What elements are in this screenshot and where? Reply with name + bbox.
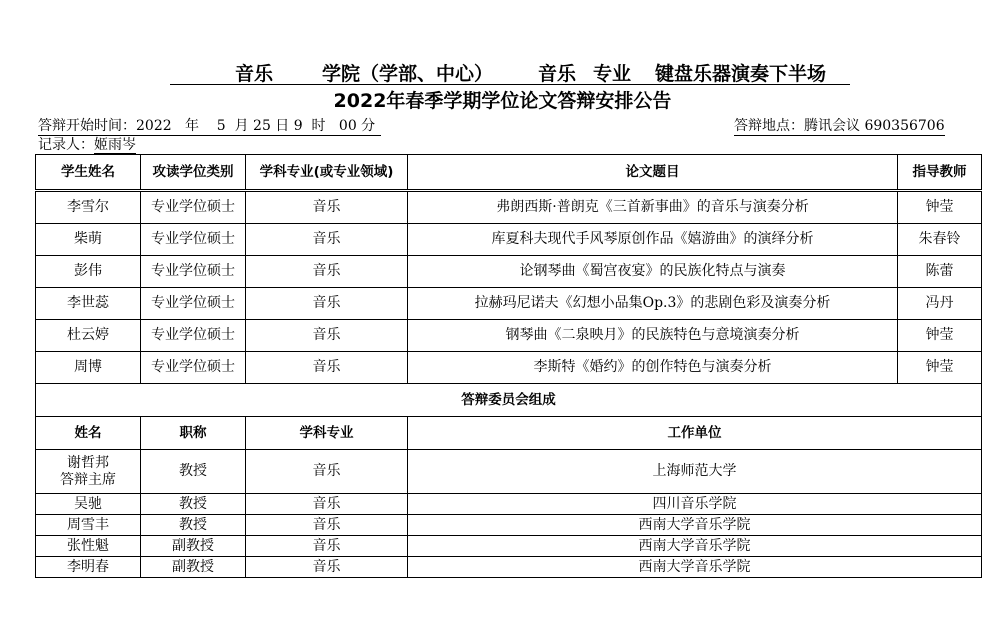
- thesis-title: 库夏科夫现代手风琴原创作品《嬉游曲》的演绎分析: [408, 224, 898, 256]
- advisor: 冯丹: [898, 288, 982, 320]
- committee-section-title: 答辩委员会组成: [36, 384, 982, 417]
- recorder-label: 记录人：: [38, 137, 94, 153]
- member-major: 音乐: [246, 557, 408, 578]
- chair-name-cell: [36, 450, 141, 494]
- school-name: 音乐: [235, 63, 274, 85]
- thesis-title: 弗朗西斯·普朗克《三首新事曲》的音乐与演奏分析: [408, 191, 898, 224]
- table-row: [36, 256, 982, 288]
- header-major: 学科专业(或专业领域): [246, 155, 408, 191]
- member-major: 音乐: [246, 494, 408, 515]
- student-name: 李世蕊: [36, 288, 141, 320]
- college-name: 学院（学部、中心）: [322, 63, 494, 85]
- student-name: 彭伟: [36, 256, 141, 288]
- degree-type: 专业学位硕士: [141, 191, 246, 224]
- member-name: 张性魁: [36, 536, 141, 557]
- thesis-title: 论钢琴曲《蜀宫夜宴》的民族化特点与演奏: [408, 256, 898, 288]
- advisor: 陈蕾: [898, 256, 982, 288]
- degree-type: 专业学位硕士: [141, 224, 246, 256]
- defense-place: 答辩地点：腾讯会议 690356706: [734, 115, 945, 136]
- member-major: 音乐: [246, 450, 408, 494]
- student-major: 音乐: [246, 352, 408, 384]
- committee-row: [36, 536, 982, 557]
- member-unit: 西南大学音乐学院: [408, 557, 982, 578]
- defense-schedule-table: [35, 154, 982, 578]
- student-major: 音乐: [246, 320, 408, 352]
- student-major: 音乐: [246, 224, 408, 256]
- header-advisor: 指导教师: [898, 155, 982, 191]
- member-name: 李明春: [36, 557, 141, 578]
- header-thesis-title: 论文题目: [408, 155, 898, 191]
- member-unit: 上海师范大学: [408, 450, 982, 494]
- header-student-name: 学生姓名: [36, 155, 141, 191]
- major-name: 音乐: [538, 63, 577, 85]
- advisor: 朱春铃: [898, 224, 982, 256]
- table-row: [36, 191, 982, 224]
- member-title: 教授: [141, 515, 246, 536]
- student-header-row: [36, 155, 982, 191]
- table-row: [36, 224, 982, 256]
- major-label: 专业: [593, 63, 632, 85]
- header-member-name: 姓名: [36, 417, 141, 450]
- committee-section-row: [36, 384, 982, 417]
- advisor: 钟莹: [898, 320, 982, 352]
- member-title: 教授: [141, 450, 246, 494]
- committee-row: [36, 515, 982, 536]
- member-title: 副教授: [141, 557, 246, 578]
- header-member-unit: 工作单位: [408, 417, 982, 450]
- header-member-major: 学科专业: [246, 417, 408, 450]
- student-name: 杜云婷: [36, 320, 141, 352]
- member-unit: 四川音乐学院: [408, 494, 982, 515]
- recorder-name: 姬雨岑: [94, 137, 136, 153]
- member-name: 周雪丰: [36, 515, 141, 536]
- committee-header-row: [36, 417, 982, 450]
- committee-row: [36, 557, 982, 578]
- recorder: [38, 134, 136, 154]
- table-row: [36, 288, 982, 320]
- student-name: 柴萌: [36, 224, 141, 256]
- header-member-title: 职称: [141, 417, 246, 450]
- chair-name: 谢哲邦: [67, 454, 109, 471]
- degree-type: 专业学位硕士: [141, 256, 246, 288]
- member-unit: 西南大学音乐学院: [408, 536, 982, 557]
- table-row: [36, 352, 982, 384]
- member-major: 音乐: [246, 536, 408, 557]
- committee-chair-row: [36, 450, 982, 494]
- degree-type: 专业学位硕士: [141, 352, 246, 384]
- degree-type: 专业学位硕士: [141, 320, 246, 352]
- committee-row: [36, 494, 982, 515]
- thesis-title: 钢琴曲《二泉映月》的民族特色与意境演奏分析: [408, 320, 898, 352]
- student-major: 音乐: [246, 288, 408, 320]
- table-row: [36, 320, 982, 352]
- defense-start-time: 答辩开始时间：2022 年 5 月 25 日 9 时 00 分: [38, 115, 381, 136]
- member-title: 副教授: [141, 536, 246, 557]
- member-major: 音乐: [246, 515, 408, 536]
- session-name: 键盘乐器演奏下半场: [655, 63, 827, 85]
- page-title: 2022年春季学期学位论文答辩安排公告: [333, 90, 672, 112]
- header-line-1: [170, 58, 850, 85]
- thesis-title: 拉赫玛尼诺夫《幻想小品集Op.3》的悲剧色彩及演奏分析: [408, 288, 898, 320]
- advisor: 钟莹: [898, 191, 982, 224]
- header-degree-type: 攻读学位类别: [141, 155, 246, 191]
- student-name: 李雪尔: [36, 191, 141, 224]
- student-major: 音乐: [246, 256, 408, 288]
- degree-type: 专业学位硕士: [141, 288, 246, 320]
- member-name: 吴驰: [36, 494, 141, 515]
- student-name: 周博: [36, 352, 141, 384]
- thesis-title: 李斯特《婚约》的创作特色与演奏分析: [408, 352, 898, 384]
- chair-role: 答辩主席: [60, 471, 116, 488]
- member-title: 教授: [141, 494, 246, 515]
- member-unit: 西南大学音乐学院: [408, 515, 982, 536]
- student-major: 音乐: [246, 191, 408, 224]
- advisor: 钟莹: [898, 352, 982, 384]
